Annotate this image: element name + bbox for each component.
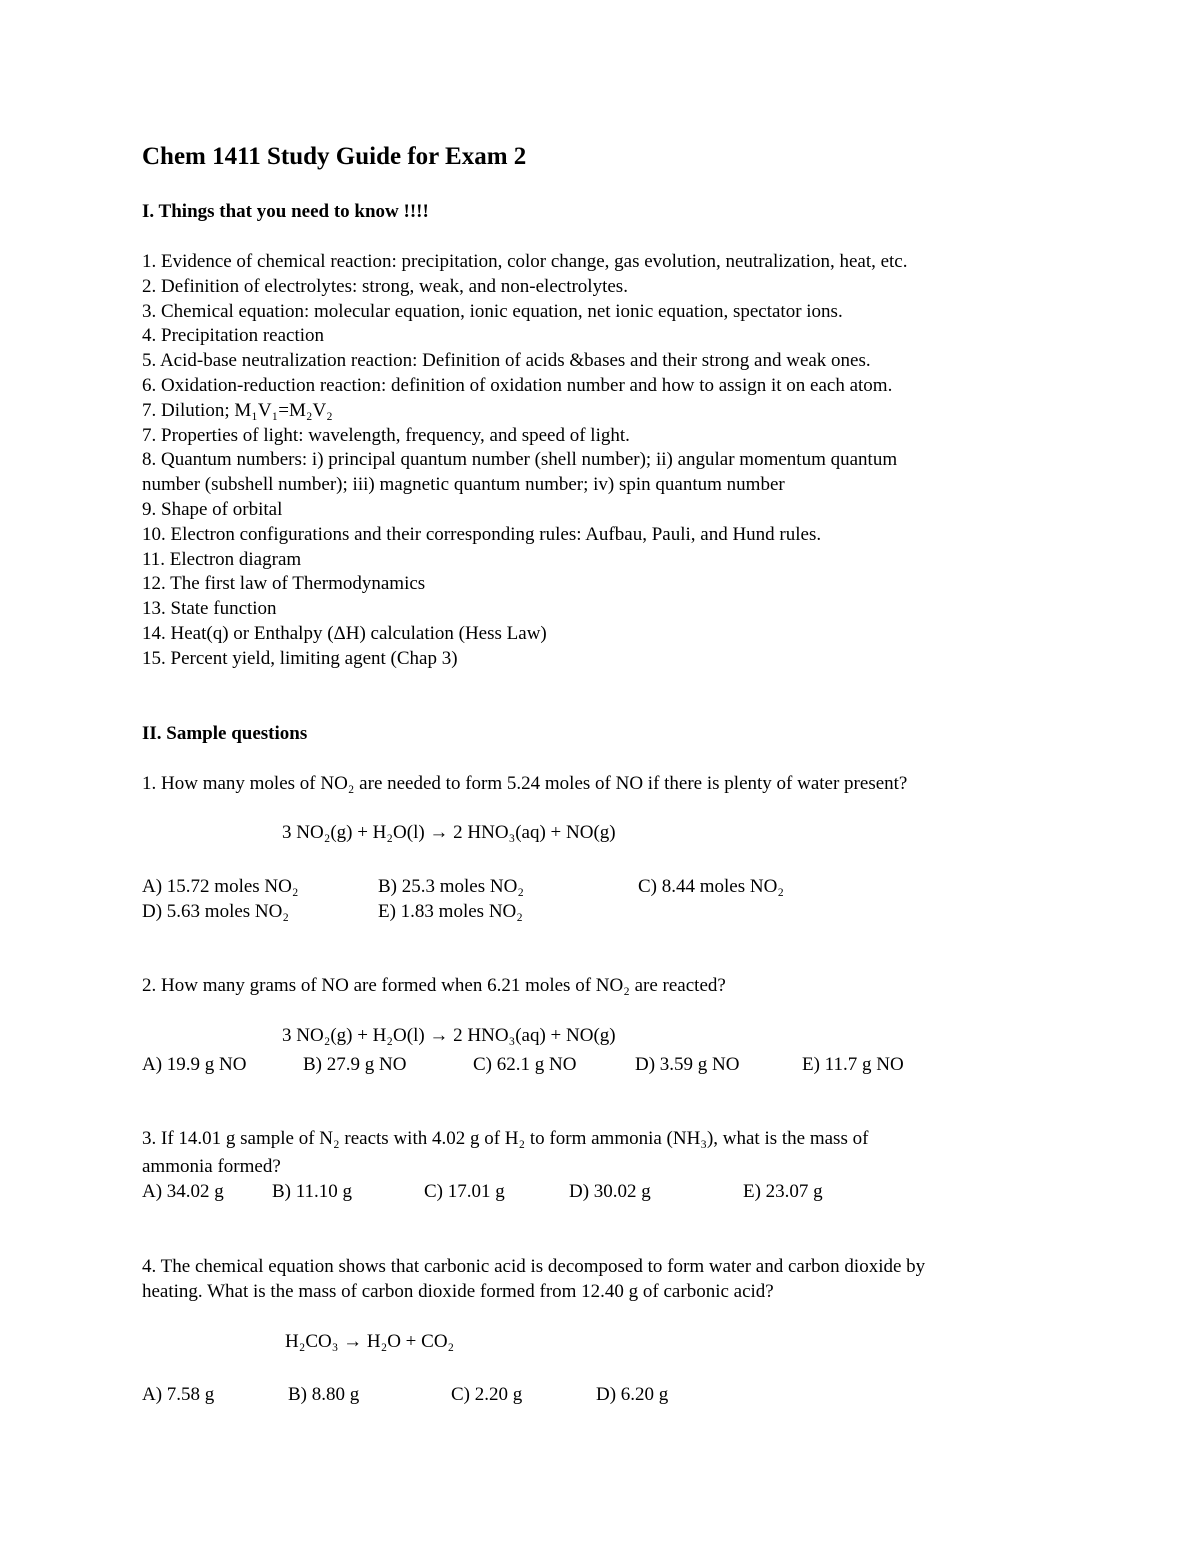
- question-1-equation: 3 NO₂(g) + H₂O(l) → 2 HNO₃(aq) + NO(g): [282, 822, 616, 843]
- list-item: 15. Percent yield, limiting agent (Chap 3): [142, 647, 458, 669]
- question-4-option-d: D) 6.20 g: [596, 1384, 669, 1405]
- list-item: 4. Precipitation reaction: [142, 325, 325, 347]
- question-4-option-a: A) 7.58 g: [142, 1384, 215, 1405]
- question-3-option-a: A) 34.02 g: [142, 1181, 224, 1202]
- question-2-option-e: E) 11.7 g NO: [802, 1054, 904, 1075]
- question-3-option-e: E) 23.07 g: [743, 1181, 823, 1202]
- topics-list: [142, 250, 1042, 672]
- question-1-option-a: A) 15.72 moles NO₂: [142, 876, 299, 897]
- question-4-text-line1: 4. The chemical equation shows that carbonic acid is decomposed to form water and carbon dioxide by: [142, 1256, 926, 1277]
- list-item: 6. Oxidation-reduction reaction: definition of oxidation number and how to assign it on each atom.: [142, 374, 893, 396]
- question-3-option-b: B) 11.10 g: [272, 1181, 353, 1202]
- question-2-option-a: A) 19.9 g NO: [142, 1054, 247, 1075]
- list-item: 3. Chemical equation: molecular equation, ionic equation, net ionic equation, spectator ions.: [142, 300, 843, 322]
- question-4-option-c: C) 2.20 g: [451, 1384, 523, 1405]
- question-2-option-b: B) 27.9 g NO: [303, 1054, 407, 1075]
- question-4-equation: H₂CO₃ → H₂O + CO₂: [285, 1331, 455, 1352]
- list-item: 7. Properties of light: wavelength, frequency, and speed of light.: [142, 424, 630, 446]
- page-title: Chem 1411 Study Guide for Exam 2: [142, 143, 527, 170]
- question-2-equation: 3 NO₂(g) + H₂O(l) → 2 HNO₃(aq) + NO(g): [282, 1025, 616, 1046]
- list-item: 8. Quantum numbers: i) principal quantum number (shell number); ii) angular momentum quantum: [142, 449, 898, 471]
- question-1-option-e: E) 1.83 moles NO₂: [378, 901, 523, 922]
- question-2-option-d: D) 3.59 g NO: [635, 1054, 740, 1075]
- question-1-option-c: C) 8.44 moles NO₂: [638, 876, 784, 897]
- question-3-option-d: D) 30.02 g: [569, 1181, 651, 1202]
- section-2-heading: II. Sample questions: [142, 723, 308, 744]
- question-3-option-c: C) 17.01 g: [424, 1181, 505, 1202]
- list-item: 13. State function: [142, 598, 277, 620]
- question-4-option-b: B) 8.80 g: [288, 1384, 360, 1405]
- list-item: number (subshell number); iii) magnetic quantum number; iv) spin quantum number: [142, 474, 785, 496]
- list-item: 12. The first law of Thermodynamics: [142, 573, 426, 595]
- list-item: 2. Definition of electrolytes: strong, weak, and non-electrolytes.: [142, 275, 628, 297]
- question-1-text: 1. How many moles of NO₂ are needed to form 5.24 moles of NO if there is plenty of water present?: [142, 773, 908, 794]
- list-item: 5. Acid-base neutralization reaction: Definition of acids &bases and their strong and weak ones.: [142, 350, 871, 372]
- question-3-text-line2: ammonia formed?: [142, 1156, 281, 1177]
- question-3-text-line1: 3. If 14.01 g sample of N₂ reacts with 4.02 g of H₂ to form ammonia (NH₃), what is the mass of: [142, 1128, 869, 1149]
- question-2-option-c: C) 62.1 g NO: [473, 1054, 577, 1075]
- question-4-text-line2: heating. What is the mass of carbon dioxide formed from 12.40 g of carbonic acid?: [142, 1281, 774, 1302]
- section-1-heading: I. Things that you need to know !!!!: [142, 201, 429, 222]
- question-2-text: 2. How many grams of NO are formed when 6.21 moles of NO₂ are reacted?: [142, 975, 726, 996]
- question-1-option-d: D) 5.63 moles NO₂: [142, 901, 289, 922]
- question-1-option-b: B) 25.3 moles NO₂: [378, 876, 524, 897]
- list-item: 11. Electron diagram: [142, 548, 302, 570]
- list-item: 14. Heat(q) or Enthalpy (ΔH) calculation (Hess Law): [142, 622, 547, 644]
- list-item: 7. Dilution; M₁V₁=M₂V₂: [142, 399, 333, 421]
- list-item: 10. Electron configurations and their corresponding rules: Aufbau, Pauli, and Hund rules.: [142, 523, 822, 545]
- list-item: 9. Shape of orbital: [142, 498, 283, 520]
- list-item: 1. Evidence of chemical reaction: precipitation, color change, gas evolution, neutralization, heat, etc.: [142, 251, 908, 272]
